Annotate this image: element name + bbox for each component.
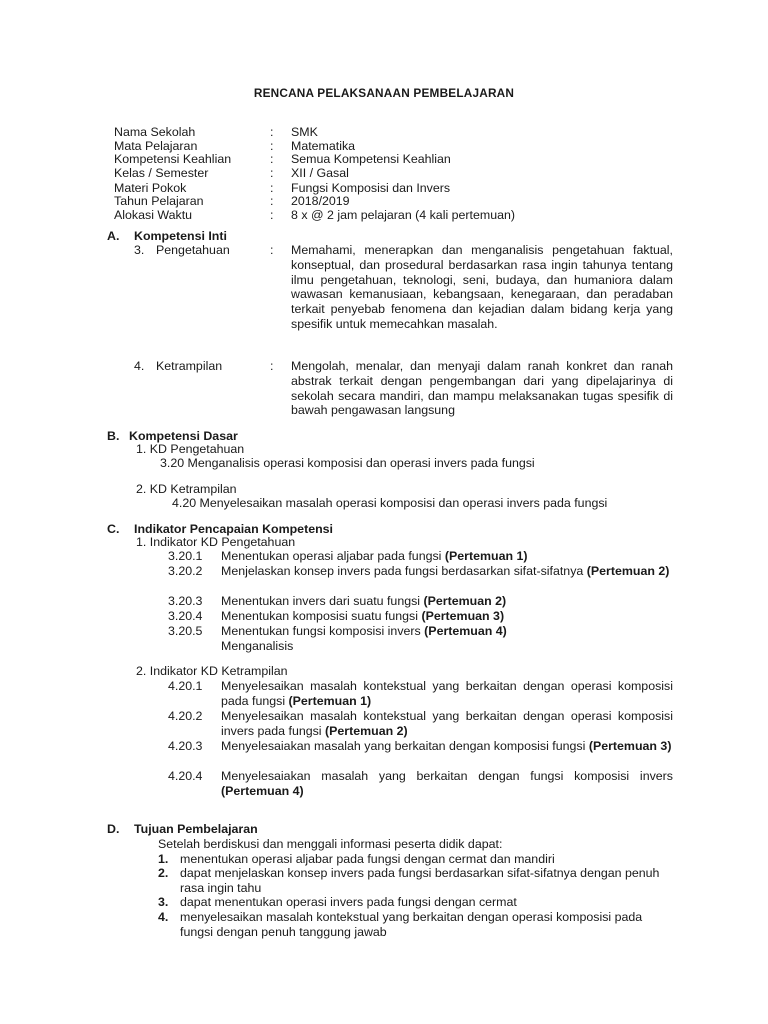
ki-label: Ketrampilan bbox=[156, 359, 223, 373]
section-title: Indikator Pencapaian Kompetensi bbox=[134, 522, 333, 536]
meeting-label: (Pertemuan 2) bbox=[325, 723, 408, 738]
objective-number: 4. bbox=[158, 910, 169, 924]
section-title: Kompetensi Inti bbox=[134, 229, 227, 243]
identity-label: Mata Pelajaran bbox=[114, 138, 198, 153]
indicator-desc: Menyelesaiakan masalah yang berkaitan dengan fungsi komposisi invers bbox=[221, 769, 673, 783]
identity-colon: : bbox=[270, 180, 274, 195]
meeting-label: (Pertemuan 3) bbox=[588, 739, 672, 753]
meeting-label: (Pertemuan 3) bbox=[421, 609, 505, 623]
kd-pengetahuan-title: 1. KD Pengetahuan bbox=[136, 442, 245, 456]
identity-colon: : bbox=[270, 125, 274, 139]
indicator-desc: Menyelesaikan masalah kontekstual yang berkaitan dengan operasi komposisi pada fungsi bbox=[221, 679, 673, 708]
indicator-number: 4.20.4 bbox=[168, 769, 203, 783]
indicator-desc: Menyelesaikan masalah kontekstual yang berkaitan dengan operasi komposisi invers pada fungsi bbox=[221, 709, 673, 738]
indicator-number: 3.20.5 bbox=[168, 624, 203, 638]
document-title: RENCANA PELAKSANAAN PEMBELAJARAN bbox=[253, 86, 515, 100]
section-letter: A. bbox=[107, 229, 120, 243]
ki-text: Memahami, menerapkan dan menganalisis pengetahuan faktual, konseptual, dan prosedural berdasarkan rasa ingin tahunya tentang ilmu pengetahuan, teknologi, seni, budaya, dan humaniora dalam wawasan kemanusiaan, kebangsaan, kenegaraan, dan peradaban terkait penyebab fenomena dan kejadian dalam bidang kerja yang spesifik untuk memecahkan masalah. bbox=[291, 243, 673, 331]
meeting-label: (Pertemuan 1) bbox=[444, 549, 528, 563]
identity-value: 8 x @ 2 jam pelajaran (4 kali pertemuan) bbox=[291, 207, 516, 222]
meeting-label: (Pertemuan 2) bbox=[423, 594, 507, 608]
section-c-heading bbox=[107, 522, 333, 536]
section-title: Kompetensi Dasar bbox=[129, 429, 238, 443]
indicator-text bbox=[221, 739, 673, 754]
indicator-desc: Menentukan fungsi komposisi invers bbox=[221, 624, 425, 638]
identity-label: Kompetensi Keahlian bbox=[114, 152, 232, 166]
identity-colon: : bbox=[270, 207, 274, 222]
indicator-number: 4.20.2 bbox=[168, 709, 203, 723]
indicator-text bbox=[221, 679, 673, 709]
indicator-number: 3.20.3 bbox=[168, 594, 203, 608]
identity-label: Nama Sekolah bbox=[114, 125, 196, 139]
identity-value: Matematika bbox=[291, 138, 356, 153]
kd-ketrampilan-title: 2. KD Ketrampilan bbox=[136, 482, 237, 496]
indicator-extra: Menganalisis bbox=[221, 639, 294, 653]
indicator-number: 3.20.4 bbox=[168, 609, 203, 623]
identity-colon: : bbox=[270, 152, 274, 166]
objective-intro: Setelah berdiskusi dan menggali informasi peserta didik dapat: bbox=[158, 837, 503, 851]
identity-value: Fungsi Komposisi dan Invers bbox=[291, 180, 451, 195]
section-b-heading bbox=[107, 429, 238, 443]
identity-label: Tahun Pelajaran bbox=[114, 194, 204, 208]
ki-colon: : bbox=[270, 359, 274, 373]
indicator-desc: Menentukan operasi aljabar pada fungsi bbox=[221, 549, 445, 563]
ki-number: 4. bbox=[134, 359, 145, 373]
indicator-text bbox=[221, 624, 673, 639]
indicator-text bbox=[221, 564, 673, 579]
indicator-number: 3.20.1 bbox=[168, 549, 203, 563]
indicator-text bbox=[221, 549, 673, 564]
indicator-desc: Menentukan komposisi suatu fungsi bbox=[221, 609, 422, 623]
indicator-group-2-title: 2. Indikator KD Ketrampilan bbox=[136, 664, 288, 678]
ki-colon: : bbox=[270, 243, 274, 257]
indicator-text bbox=[221, 709, 673, 739]
indicator-number: 4.20.3 bbox=[168, 739, 203, 753]
identity-label: Alokasi Waktu bbox=[114, 207, 193, 222]
objective-text: menentukan operasi aljabar pada fungsi dengan cermat dan mandiri bbox=[180, 852, 555, 866]
objective-number: 2. bbox=[158, 866, 169, 880]
meeting-label: (Pertemuan 1) bbox=[288, 693, 372, 708]
identity-label: Materi Pokok bbox=[114, 180, 187, 195]
identity-colon: : bbox=[270, 194, 274, 208]
meeting-label: (Pertemuan 2) bbox=[586, 564, 670, 578]
objective-text: menyelesaikan masalah kontekstual yang berkaitan dengan operasi komposisi pada fungsi dengan penuh tanggung jawab bbox=[180, 910, 643, 939]
section-letter: C. bbox=[107, 522, 120, 536]
identity-value: XII / Gasal bbox=[291, 165, 349, 180]
objective-number: 1. bbox=[158, 852, 169, 866]
indicator-desc: Menentukan invers dari suatu fungsi bbox=[221, 594, 424, 608]
indicator-number: 3.20.2 bbox=[168, 564, 203, 578]
objective-text: dapat menentukan operasi invers pada fungsi dengan cermat bbox=[180, 895, 517, 909]
identity-label: Kelas / Semester bbox=[114, 165, 209, 180]
meeting-label: (Pertemuan 4) bbox=[221, 783, 304, 798]
kd-ketrampilan-item: 4.20 Menyelesaikan masalah operasi komposisi dan operasi invers pada fungsi bbox=[172, 496, 608, 510]
objective-text: dapat menjelaskan konsep invers pada fungsi berdasarkan sifat-sifatnya dengan penuh rasa ingin tahu bbox=[180, 866, 660, 895]
identity-colon: : bbox=[270, 138, 274, 153]
indicator-group-1-title: 1. Indikator KD Pengetahuan bbox=[136, 535, 296, 549]
identity-value: SMK bbox=[291, 125, 318, 139]
section-d-heading bbox=[107, 822, 258, 836]
section-a-heading bbox=[107, 229, 227, 243]
meeting-label: (Pertemuan 4) bbox=[424, 624, 507, 638]
ki-number: 3. bbox=[134, 243, 145, 257]
identity-colon: : bbox=[270, 165, 274, 180]
indicator-number: 4.20.1 bbox=[168, 679, 203, 693]
identity-value: 2018/2019 bbox=[291, 194, 350, 208]
ki-label: Pengetahuan bbox=[156, 243, 230, 257]
kd-pengetahuan-item: 3.20 Menganalisis operasi komposisi dan operasi invers pada fungsi bbox=[160, 456, 535, 470]
section-letter: B. bbox=[107, 429, 120, 443]
indicator-text bbox=[221, 609, 673, 624]
indicator-text bbox=[221, 769, 673, 799]
section-title: Tujuan Pembelajaran bbox=[134, 822, 258, 836]
indicator-text bbox=[221, 594, 673, 609]
objective-number: 3. bbox=[158, 895, 169, 909]
ki-text: Mengolah, menalar, dan menyaji dalam ranah konkret dan ranah abstrak terkait dengan pengembangan dari yang dipelajarinya di sekolah secara mandiri, dan mampu melaksanakan tugas spesifik di bawah pengawasan langsung bbox=[291, 359, 673, 418]
indicator-desc: Menjelaskan konsep invers pada fungsi berdasarkan sifat-sifatnya bbox=[221, 564, 587, 578]
section-letter: D. bbox=[107, 822, 120, 836]
identity-value: Semua Kompetensi Keahlian bbox=[291, 152, 451, 166]
indicator-desc: Menyelesaiakan masalah yang berkaitan dengan komposisi fungsi bbox=[221, 739, 589, 753]
